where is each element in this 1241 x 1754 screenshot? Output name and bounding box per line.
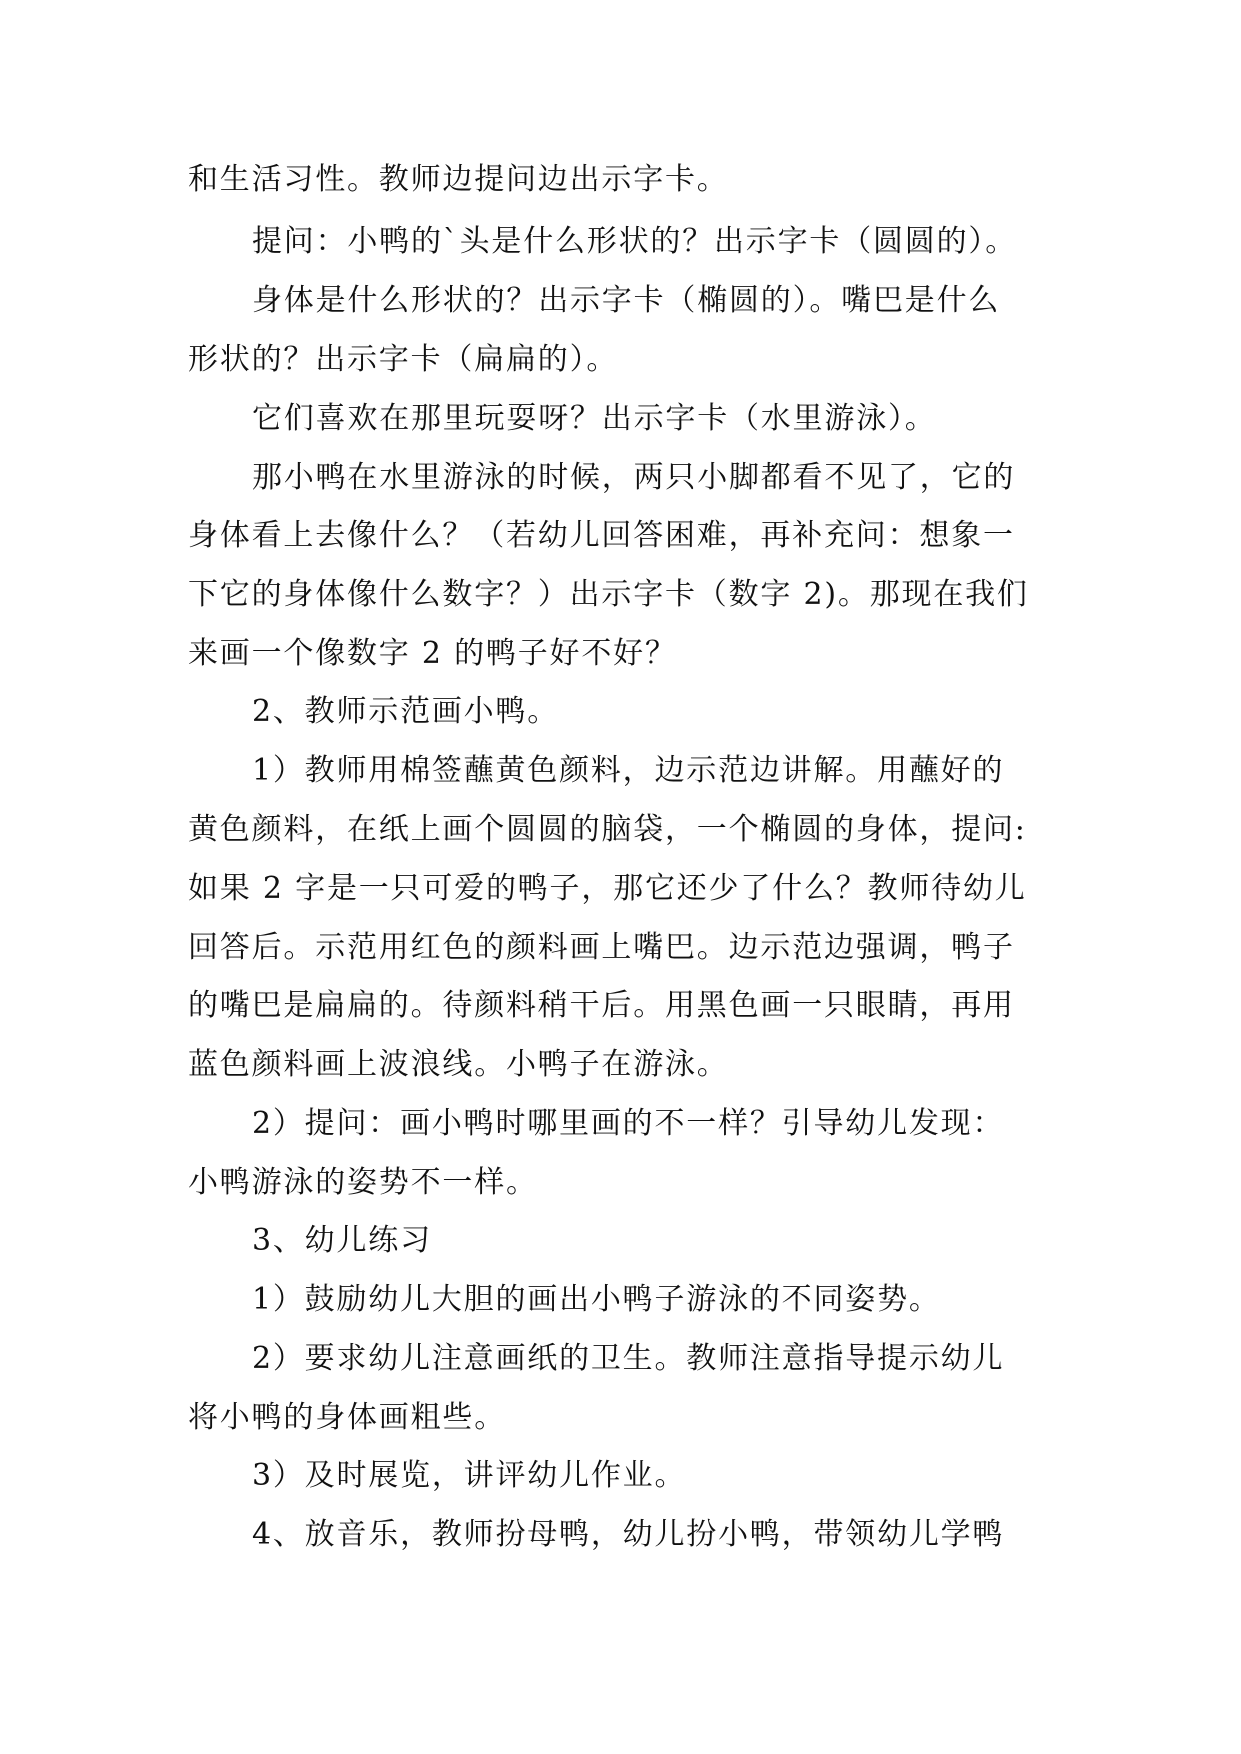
text-line-12: 黄色颜料，在纸上画个圆圆的脑袋，一个椭圆的身体，提问: — [188, 812, 1027, 847]
text-line-10: 2、教师示范画小鸭。 — [252, 694, 560, 729]
text-line-1: 和生活习性。教师边提问边出示字卡。 — [188, 162, 729, 197]
text-line-16: 蓝色颜料画上波浪线。小鸭子在游泳。 — [188, 1047, 729, 1082]
text-line-6: 那小鸭在水里游泳的时候，两只小脚都看不见了，它的 — [252, 460, 1016, 495]
text-line-23: 3）及时展览，讲评幼儿作业。 — [252, 1458, 687, 1493]
text-line-8: 下它的身体像什么数字？）出示字卡（数字 2)。那现在我们 — [188, 577, 1029, 612]
text-line-14: 回答后。示范用红色的颜料画上嘴巴。边示范边强调，鸭子 — [188, 930, 1015, 965]
text-line-3: 身体是什么形状的？出示字卡（椭圆的）。嘴巴是什么 — [252, 283, 1001, 318]
text-line-20: 1）鼓励幼儿大胆的画出小鸭子游泳的不同姿势。 — [252, 1282, 941, 1317]
text-line-5: 它们喜欢在那里玩耍呀？出示字卡（水里游泳）。 — [252, 401, 937, 436]
text-line-21: 2）要求幼儿注意画纸的卫生。教师注意指导提示幼儿 — [252, 1341, 1005, 1376]
text-line-4: 形状的？出示字卡（扁扁的）。 — [188, 342, 619, 377]
text-line-11: 1）教师用棉签蘸黄色颜料，边示范边讲解。用蘸好的 — [252, 753, 1005, 788]
text-line-15: 的嘴巴是扁扁的。待颜料稍干后。用黑色画一只眼睛，再用 — [188, 988, 1015, 1023]
text-line-19: 3、幼儿练习 — [252, 1223, 432, 1258]
text-line-2: 提问：小鸭的`头是什么形状的？出示字卡（圆圆的）。 — [252, 224, 1017, 259]
text-line-9: 来画一个像数字 2 的鸭子好不好？ — [188, 636, 677, 671]
text-line-7: 身体看上去像什么？（若幼儿回答困难，再补充问：想象一 — [188, 518, 1015, 553]
text-line-13: 如果 2 字是一只可爱的鸭子，那它还少了什么？教师待幼儿 — [188, 871, 1027, 906]
text-line-22: 将小鸭的身体画粗些。 — [188, 1400, 506, 1435]
text-line-24: 4、放音乐，教师扮母鸭，幼儿扮小鸭，带领幼儿学鸭 — [252, 1517, 1005, 1552]
text-line-18: 小鸭游泳的姿势不一样。 — [188, 1165, 538, 1200]
text-line-17: 2）提问：画小鸭时哪里画的不一样？引导幼儿发现： — [252, 1106, 1005, 1141]
